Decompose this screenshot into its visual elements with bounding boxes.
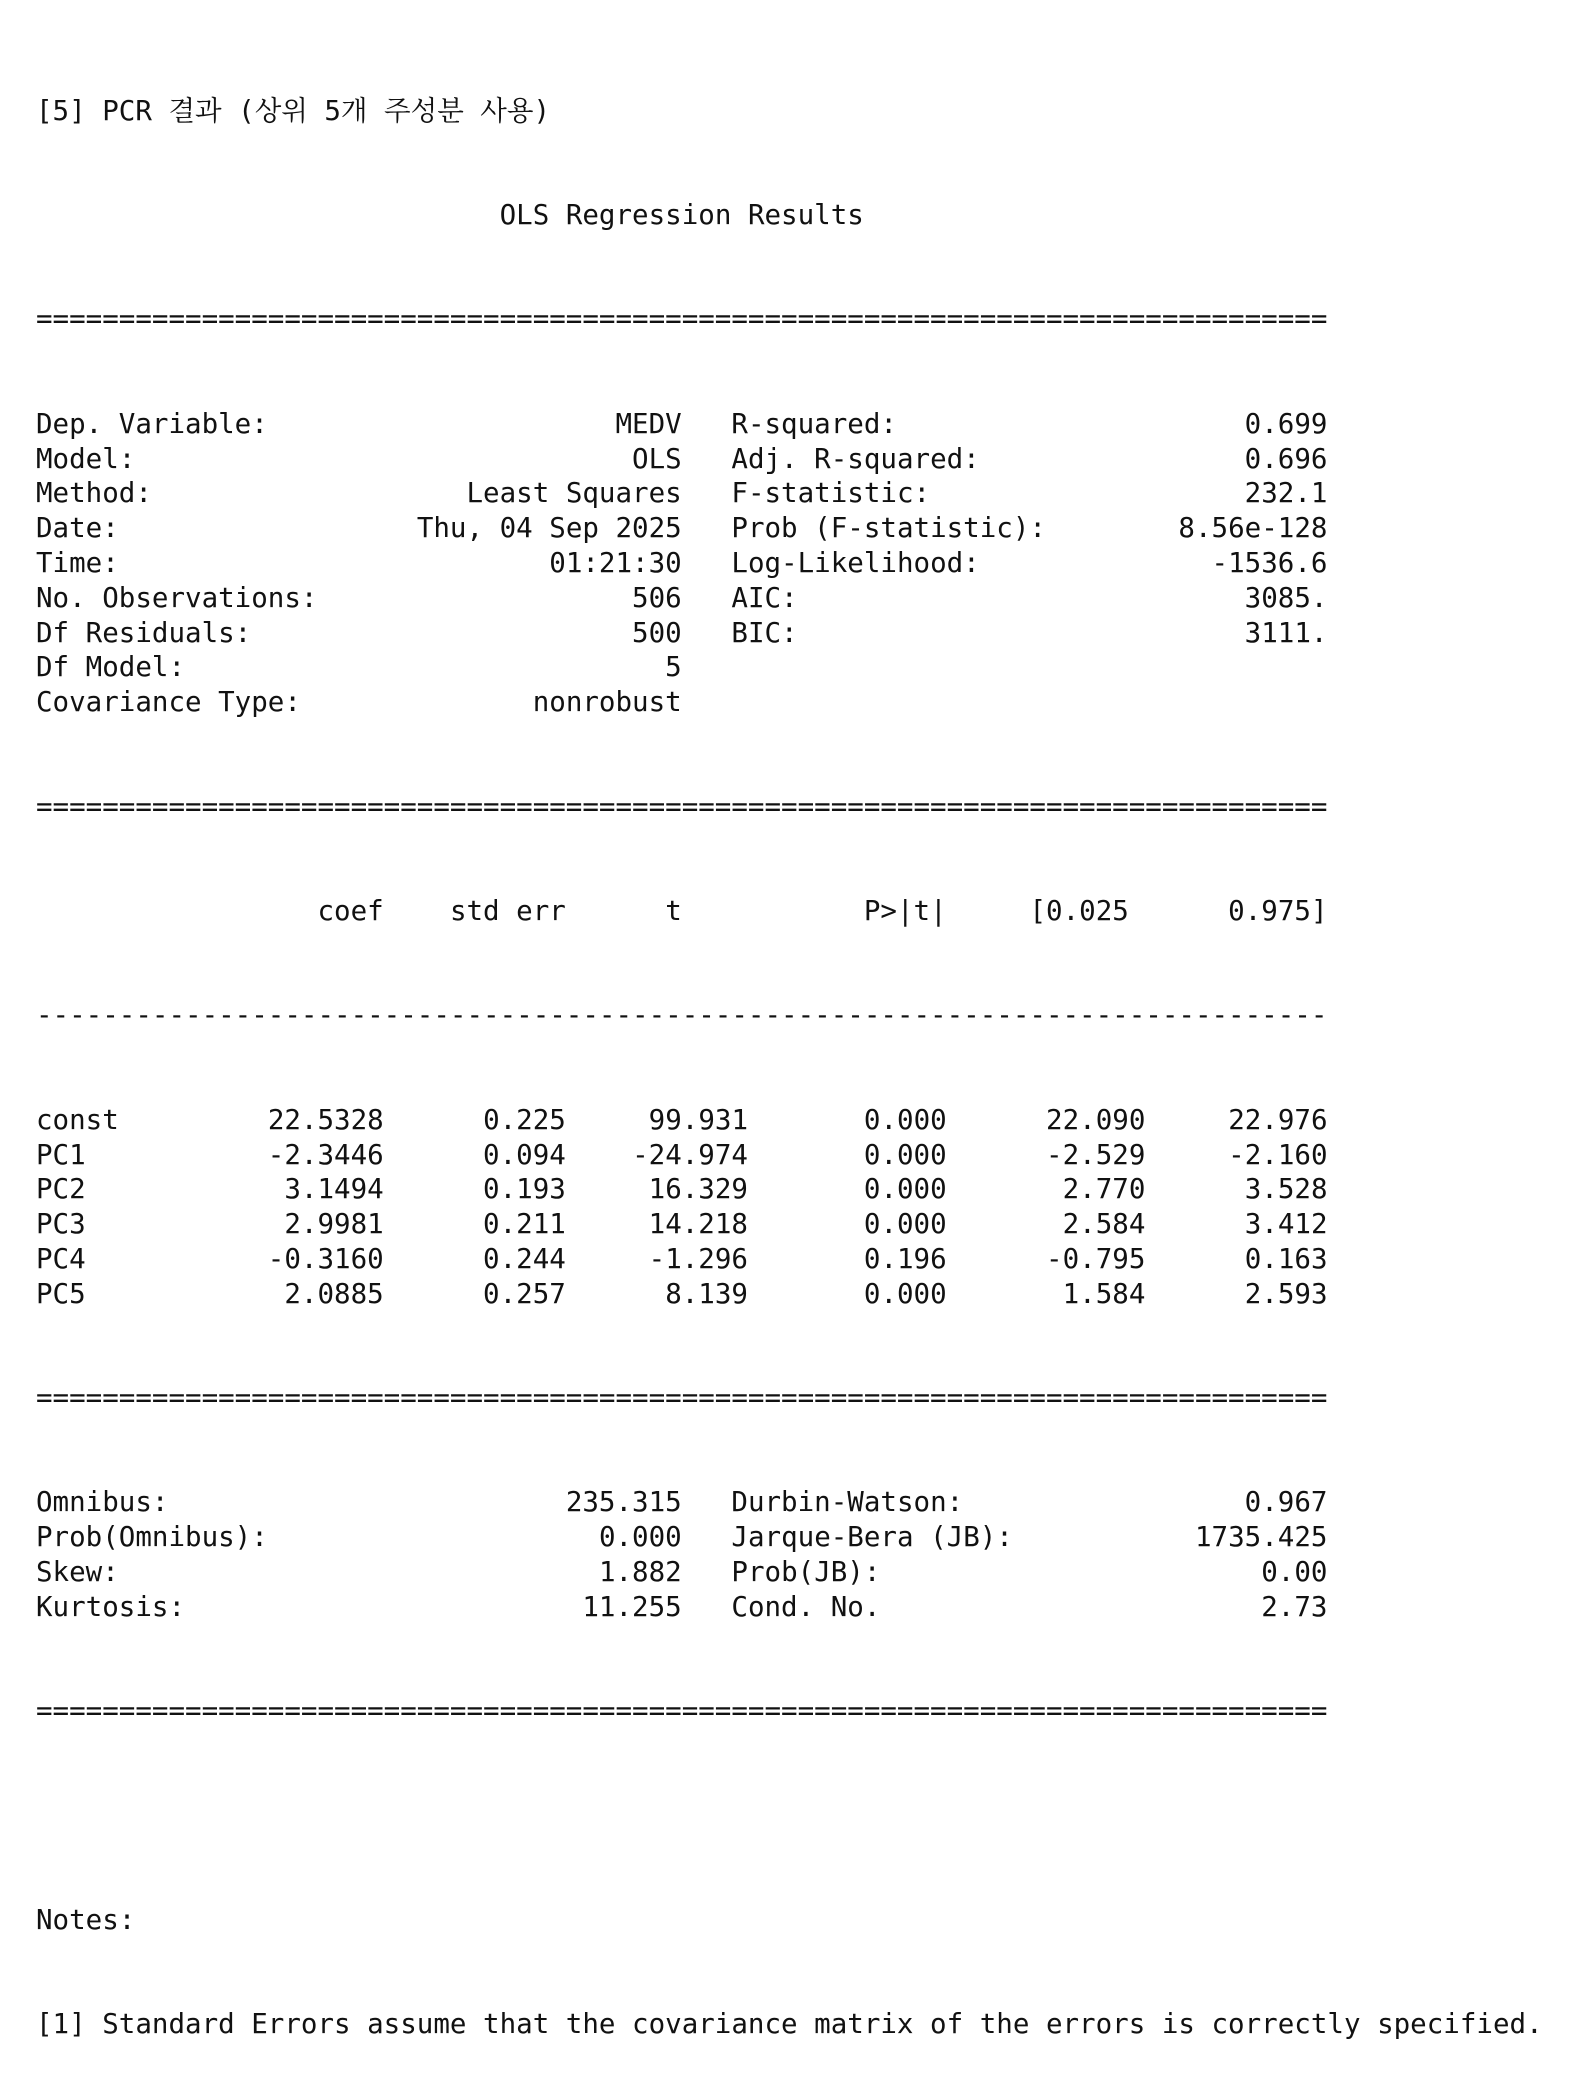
summary-row: [36, 685, 1543, 720]
stat-label: Skew:: [36, 1556, 119, 1589]
coef-cell: 0.000: [863, 1138, 947, 1171]
coef-cell: 16.329: [648, 1173, 748, 1206]
coef-row: [36, 1242, 1543, 1277]
summary-row: [36, 1555, 1543, 1590]
stat-value: 0.696: [1244, 442, 1328, 475]
double-rule: ==============================================================================: [36, 1695, 1328, 1728]
stat-value: 01:21:30: [549, 546, 682, 579]
coef-row: [36, 1277, 1543, 1312]
coef-cell: 99.931: [648, 1103, 748, 1136]
blank-line: [36, 1799, 1543, 1834]
stat-value: MEDV: [615, 407, 682, 440]
stat-label: Durbin-Watson:: [731, 1486, 964, 1519]
coef-cell: 22.090: [1046, 1103, 1146, 1136]
stat-label: R-squared:: [731, 407, 897, 440]
summary-row: [36, 1485, 1543, 1520]
stat-value: 0.000: [598, 1521, 682, 1554]
coef-cell: 2.770: [1062, 1173, 1146, 1206]
summary-row: [36, 650, 1543, 685]
coef-cell: 3.412: [1244, 1208, 1328, 1241]
coef-header-row: [36, 894, 1543, 929]
stat-label: Prob (F-statistic):: [731, 512, 1046, 545]
coef-cell: -0.795: [1046, 1242, 1146, 1275]
coef-cell: 0.094: [483, 1138, 566, 1171]
stat-value: 2.73: [1261, 1590, 1328, 1623]
stat-label: Prob(Omnibus):: [36, 1521, 268, 1554]
single-rule: ------------------------------------------------------------------------------: [36, 999, 1328, 1032]
stat-value: OLS: [632, 442, 682, 475]
coef-cell: 0.000: [863, 1173, 947, 1206]
stat-value: Thu, 04 Sep 2025: [416, 512, 682, 545]
coef-name-cell: PC2: [36, 1173, 86, 1206]
stat-label: Jarque-Bera (JB):: [731, 1521, 1013, 1554]
coef-cell: 0.163: [1244, 1242, 1328, 1275]
coef-name-cell: PC5: [36, 1277, 86, 1310]
coef-header-cell: P>|t|: [863, 894, 947, 927]
stat-label: Omnibus:: [36, 1486, 169, 1519]
stat-label: Time:: [36, 546, 119, 579]
coef-row: [36, 1138, 1543, 1173]
coef-name-cell: PC3: [36, 1208, 86, 1241]
stat-value: 0.967: [1244, 1486, 1328, 1519]
coef-cell: 8.139: [665, 1277, 748, 1310]
stat-label: Log-Likelihood:: [731, 546, 980, 579]
coef-cell: 2.9981: [284, 1208, 384, 1241]
summary-row: [36, 581, 1543, 616]
stat-value: Least Squares: [466, 477, 682, 510]
stat-label: Cond. No.: [731, 1590, 881, 1623]
coef-cell: 0.000: [863, 1208, 947, 1241]
coef-cell: 0.211: [483, 1208, 566, 1241]
stat-label: Covariance Type:: [36, 686, 301, 719]
stat-label: Df Residuals:: [36, 616, 252, 649]
double-rule: ==============================================================================: [36, 303, 1328, 336]
double-rule: ==============================================================================: [36, 1382, 1328, 1415]
notes-heading: Notes:: [36, 1904, 136, 1937]
coef-cell: -24.974: [632, 1138, 748, 1171]
stat-value: 0.699: [1244, 407, 1328, 440]
stat-value: -1536.6: [1211, 546, 1328, 579]
coef-cell: -2.3446: [267, 1138, 384, 1171]
summary-row: [36, 476, 1543, 511]
coef-cell: 0.225: [483, 1103, 566, 1136]
stat-label: Prob(JB):: [731, 1556, 881, 1589]
coef-row: [36, 1172, 1543, 1207]
coef-cell: 0.196: [863, 1242, 947, 1275]
stat-value: 3085.: [1244, 581, 1328, 614]
coef-cell: 3.528: [1244, 1173, 1328, 1206]
stat-value: 11.255: [582, 1590, 682, 1623]
stat-value: 5: [665, 651, 682, 684]
coef-cell: 0.244: [483, 1242, 566, 1275]
stat-label: Kurtosis:: [36, 1590, 186, 1623]
coef-cell: 2.584: [1062, 1208, 1146, 1241]
coef-cell: 0.000: [863, 1277, 947, 1310]
table-title-line: [36, 198, 1543, 233]
coef-cell: -2.529: [1046, 1138, 1146, 1171]
diagnostics-section: [36, 1485, 1543, 1624]
summary-row: [36, 442, 1543, 477]
coef-name-cell: PC4: [36, 1242, 86, 1275]
summary-row: [36, 1590, 1543, 1625]
coef-cell: 3.1494: [284, 1173, 384, 1206]
notes-list: [36, 2007, 1543, 2042]
stat-value: 500: [632, 616, 682, 649]
coef-cell: 22.976: [1228, 1103, 1328, 1136]
coef-cell: 0.193: [483, 1173, 566, 1206]
table-title: OLS Regression Results: [499, 198, 864, 231]
coef-row: [36, 1103, 1543, 1138]
coef-cell: 2.0885: [284, 1277, 384, 1310]
stat-value: 506: [632, 581, 682, 614]
coef-table: [36, 1103, 1543, 1312]
note-text: [1] Standard Errors assume that the covariance matrix of the errors is correctly specified.: [36, 2008, 1543, 2041]
stat-label: Adj. R-squared:: [731, 442, 980, 475]
coef-cell: 22.5328: [267, 1103, 384, 1136]
summary-row: [36, 511, 1543, 546]
coef-cell: 0.257: [483, 1277, 566, 1310]
stat-label: Dep. Variable:: [36, 407, 268, 440]
stat-label: Df Model:: [36, 651, 186, 684]
stat-value: 1.882: [598, 1556, 682, 1589]
stat-value: 0.00: [1261, 1556, 1328, 1589]
stat-value: 235.315: [565, 1486, 682, 1519]
stat-value: nonrobust: [532, 686, 682, 719]
coef-header-cell: t: [665, 894, 682, 927]
summary-section: [36, 407, 1543, 720]
note-line: [36, 2007, 1543, 2042]
coef-header-cell: std err: [449, 894, 566, 927]
summary-row: [36, 616, 1543, 651]
stat-label: Date:: [36, 512, 119, 545]
stat-value: 3111.: [1244, 616, 1328, 649]
stat-label: Method:: [36, 477, 152, 510]
output-header: [5] PCR 결과 (상위 5개 주성분 사용): [36, 94, 550, 127]
coef-header-cell: 0.975]: [1228, 894, 1328, 927]
stat-label: AIC:: [731, 581, 798, 614]
coef-cell: 14.218: [648, 1208, 748, 1241]
stat-label: No. Observations:: [36, 581, 318, 614]
coef-cell: -2.160: [1228, 1138, 1328, 1171]
coef-cell: -0.3160: [267, 1242, 384, 1275]
coef-header-cell: coef: [317, 894, 384, 927]
summary-row: [36, 546, 1543, 581]
stat-value: 8.56e-128: [1178, 512, 1328, 545]
stat-value: 1735.425: [1195, 1521, 1328, 1554]
stat-label: BIC:: [731, 616, 798, 649]
stat-label: Model:: [36, 442, 136, 475]
coef-cell: -1.296: [648, 1242, 748, 1275]
stat-label: F-statistic:: [731, 477, 931, 510]
coef-header-cell: [0.025: [1029, 894, 1129, 927]
console-output: [36, 24, 1543, 2077]
coef-cell: 2.593: [1244, 1277, 1328, 1310]
summary-row: [36, 407, 1543, 442]
double-rule: ==============================================================================: [36, 790, 1328, 823]
coef-cell: 1.584: [1062, 1277, 1146, 1310]
coef-name-cell: PC1: [36, 1138, 86, 1171]
stat-value: 232.1: [1244, 477, 1328, 510]
coef-cell: 0.000: [863, 1103, 947, 1136]
summary-row: [36, 1520, 1543, 1555]
coef-name-cell: const: [36, 1103, 119, 1136]
coef-row: [36, 1207, 1543, 1242]
